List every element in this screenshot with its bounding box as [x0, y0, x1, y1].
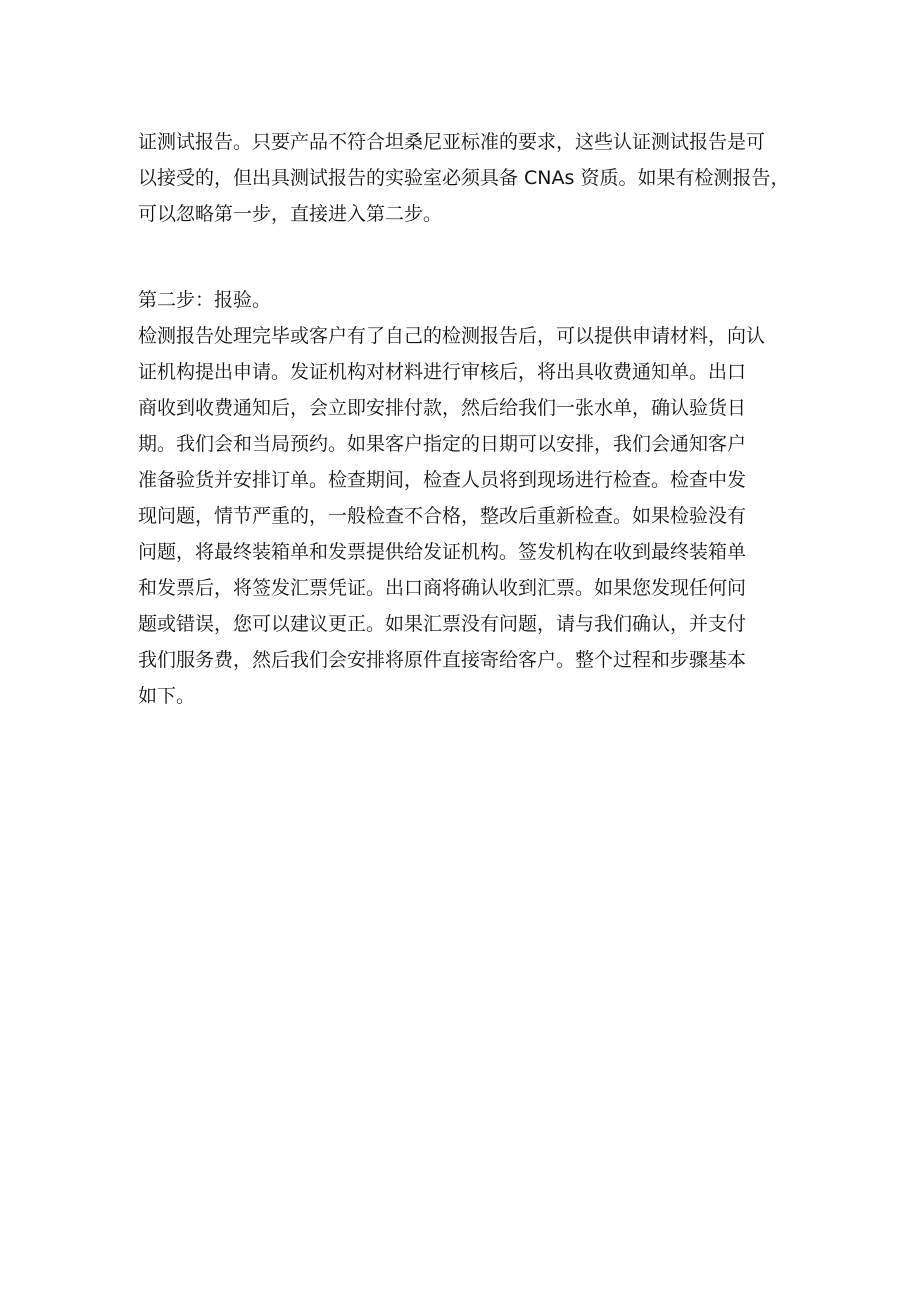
- text-line: 证机构提出申请。发证机构对材料进行审核后，将出具收费通知单。出口: [138, 361, 747, 383]
- text-line: 商收到收费通知后，会立即安排付款，然后给我们一张水单，确认验货日: [138, 397, 747, 419]
- text-line: 问题，将最终装箱单和发票提供给发证机构。签发机构在收到最终装箱单: [138, 541, 747, 563]
- document-body: [138, 124, 798, 714]
- text-line: 现问题，情节严重的，一般检查不合格，整改后重新检查。如果检验没有: [138, 505, 747, 527]
- section-step-two: [138, 282, 798, 714]
- section-heading: 第二步：报验。: [138, 289, 272, 311]
- text-line: 检测报告处理完毕或客户有了自己的检测报告后，可以提供申请材料，向认: [138, 325, 766, 347]
- paragraph-gap: [138, 232, 798, 282]
- text-line: 如下。: [138, 685, 196, 707]
- text-line: 以接受的，但出具测试报告的实验室必须具备 CNAs 资质。如果有检测报告，: [138, 167, 790, 189]
- text-line: 我们服务费，然后我们会安排将原件直接寄给客户。整个过程和步骤基本: [138, 649, 747, 671]
- paragraph-inspection-process: [138, 318, 798, 714]
- text-line: 可以忽略第一步，直接进入第二步。: [138, 203, 443, 225]
- text-line: 期。我们会和当局预约。如果客户指定的日期可以安排，我们会通知客户: [138, 433, 747, 455]
- text-line: 证测试报告。只要产品不符合坦桑尼亚标准的要求，这些认证测试报告是可: [138, 131, 766, 153]
- text-line: 题或错误，您可以建议更正。如果汇票没有问题，请与我们确认，并支付: [138, 613, 747, 635]
- paragraph-certification-reports: [138, 124, 798, 232]
- text-line: 和发票后，将签发汇票凭证。出口商将确认收到汇票。如果您发现任何问: [138, 577, 747, 599]
- text-line: 准备验货并安排订单。检查期间，检查人员将到现场进行检查。检查中发: [138, 469, 747, 491]
